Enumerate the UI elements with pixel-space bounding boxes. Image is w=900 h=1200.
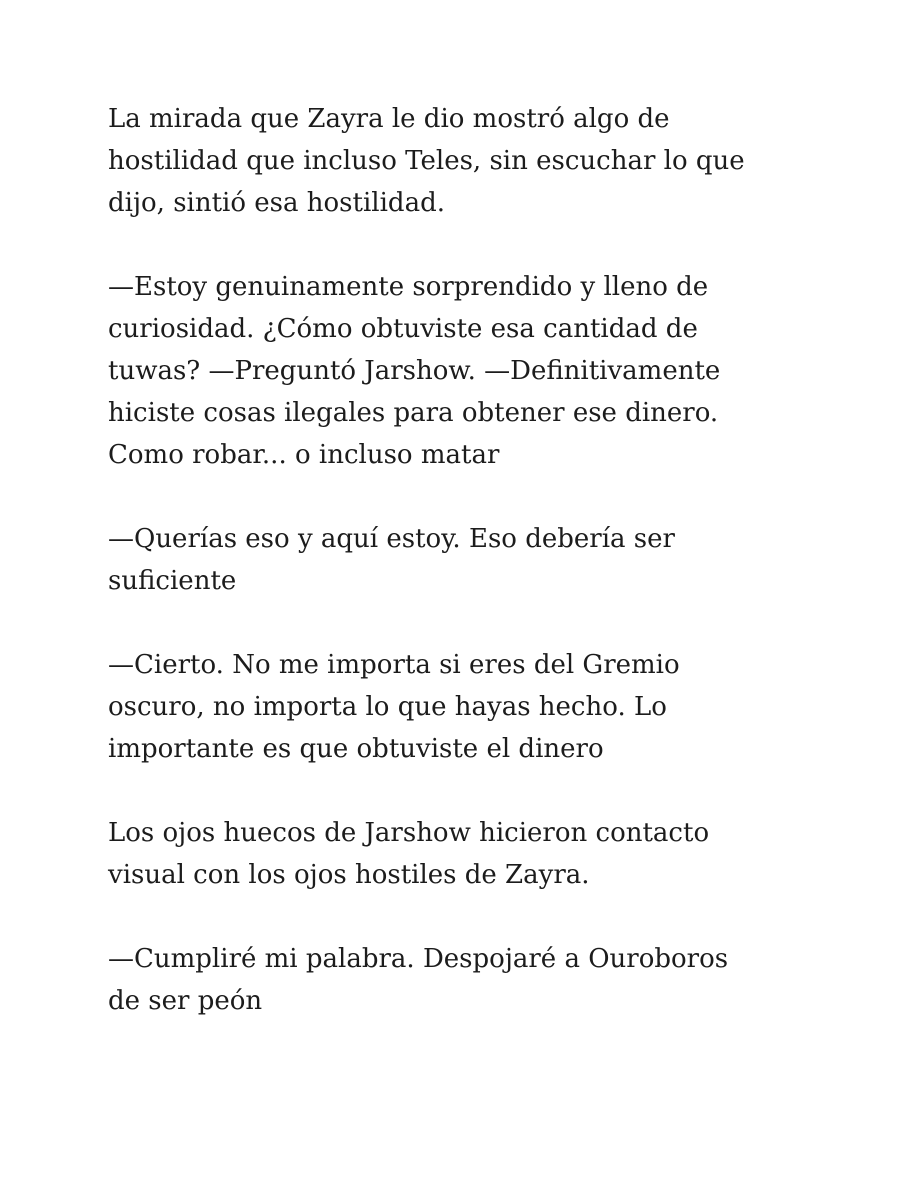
- paragraph-dialogue-jarshow-curiosity: —Estoy genuinamente sorprendido y lleno de curiosidad. ¿Cómo obtuviste esa cantidad de tuwas? —Preguntó Jarshow. —Definitivamente hiciste cosas ilegales para obtener ese dinero. Como robar... o incluso matar: [108, 272, 721, 470]
- paragraph-narration-eye-contact: Los ojos huecos de Jarshow hicieron contacto visual con los ojos hostiles de Zayra.: [108, 818, 710, 890]
- paragraph-dialogue-jarshow-guild: —Cierto. No me importa si eres del Gremio oscuro, no importa lo que hayas hecho. Lo importante es que obtuviste el dinero: [108, 650, 680, 764]
- paragraph-narration-zayra-glance: La mirada que Zayra le dio mostró algo de hostilidad que incluso Teles, sin escuchar lo que dijo, sintió esa hostilidad.: [108, 104, 745, 218]
- paragraph-dialogue-zayra-reply: —Querías eso y aquí estoy. Eso debería ser suficiente: [108, 524, 675, 596]
- paragraph-dialogue-promise: —Cumpliré mi palabra. Despojaré a Ouroboros de ser peón: [108, 944, 729, 1016]
- story-text-page: [108, 98, 788, 1064]
